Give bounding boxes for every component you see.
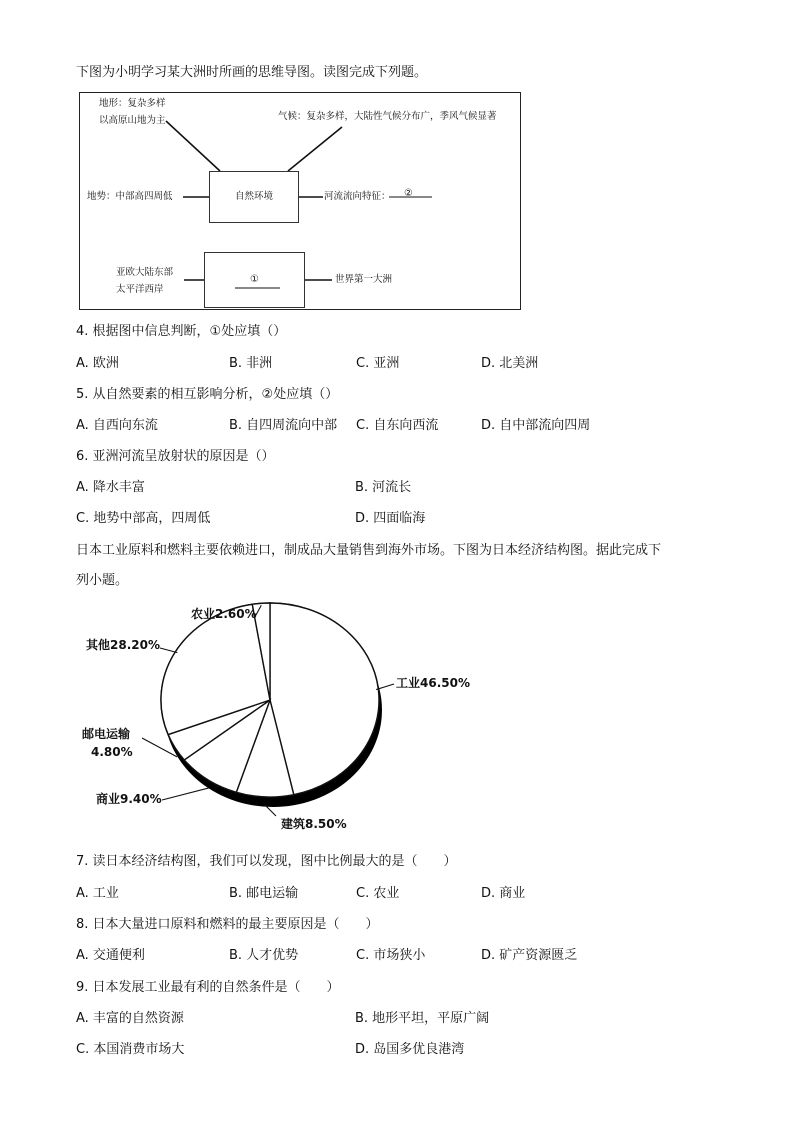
river-label: 河流流向特征：	[324, 191, 391, 202]
q9-option-a: A. 丰富的自然资源	[76, 1011, 184, 1026]
pie-label-建筑: 建筑8.50%	[281, 817, 347, 831]
question-9-stem: 9. 日本发展工业最有利的自然条件是（ ）	[76, 980, 340, 995]
mind-map	[79, 92, 521, 310]
pie-chart-svg	[76, 598, 476, 838]
terrain-label-1: 地形：复杂多样	[99, 98, 166, 109]
intro-text-2-line-2: 列小题。	[76, 573, 129, 588]
pie-label-邮电运输: 邮电运输	[82, 727, 131, 741]
river-blank-marker: ②	[404, 188, 413, 199]
pie-label-其他: 其他28.20%	[86, 638, 160, 652]
pie-label-商业: 商业9.40%	[96, 792, 162, 806]
q4-option-a: A. 欧洲	[76, 356, 119, 371]
pie-leader-line-2	[162, 788, 209, 800]
q4-option-b: B. 非洲	[229, 356, 273, 371]
q8-option-a: A. 交通便利	[76, 948, 145, 963]
center-node-label: 自然环境	[234, 191, 273, 202]
q5-option-d: D. 自中部流向四周	[481, 418, 591, 433]
q8-option-b: B. 人才优势	[229, 948, 299, 963]
relief-label: 地势：中部高四周低	[87, 191, 173, 202]
pie-label-工业: 工业46.50%	[396, 676, 470, 690]
pie-leader-line-4	[160, 648, 177, 653]
q8-option-d: D. 矿产资源匮乏	[481, 948, 578, 963]
q9-option-d: D. 岛国多优良港湾	[355, 1042, 465, 1057]
question-5-stem: 5. 从自然要素的相互影响分析，②处应填（）	[76, 387, 339, 402]
q7-option-a: A. 工业	[76, 886, 119, 901]
center-node	[209, 171, 299, 223]
question-6-stem: 6. 亚洲河流呈放射状的原因是（）	[76, 449, 275, 464]
pie-label-邮电运输-value: 4.80%	[91, 745, 133, 759]
continent-blank-marker: ①	[250, 274, 259, 285]
q6-option-a: A. 降水丰富	[76, 480, 145, 495]
q7-option-d: D. 商业	[481, 886, 526, 901]
q9-option-b: B. 地形平坦，平原广阔	[355, 1011, 490, 1026]
q4-option-c: C. 亚洲	[356, 356, 400, 371]
q5-option-a: A. 自西向东流	[76, 418, 158, 433]
q5-option-c: C. 自东向西流	[356, 418, 439, 433]
intro-text-1: 下图为小明学习某大洲时所画的思维导图。读图完成下列题。	[76, 65, 428, 80]
largest-continent-label: 世界第一大洲	[335, 274, 393, 285]
question-7-stem: 7. 读日本经济结构图，我们可以发现，图中比例最大的是（ ）	[76, 854, 457, 869]
q6-option-d: D. 四面临海	[355, 511, 426, 526]
climate-label: 气候：复杂多样，大陆性气候分布广，季风气候显著	[278, 111, 497, 122]
location-label-2: 太平洋西岸	[116, 284, 164, 295]
question-4-stem: 4. 根据图中信息判断，①处应填（）	[76, 324, 287, 339]
connector-terrain	[166, 121, 220, 171]
pie-label-农业: 农业2.60%	[191, 607, 257, 621]
japan-economy-pie-chart	[76, 598, 476, 838]
intro-text-2-line-1: 日本工业原料和燃料主要依赖进口，制成品大量销售到海外市场。下图为日本经济结构图。据此完成下	[76, 543, 662, 558]
q4-option-d: D. 北美洲	[481, 356, 539, 371]
q6-option-b: B. 河流长	[355, 480, 412, 495]
continent-node	[204, 252, 305, 308]
q7-option-b: B. 邮电运输	[229, 886, 299, 901]
question-8-stem: 8. 日本大量进口原料和燃料的最主要原因是（ ）	[76, 917, 379, 932]
connector-climate	[288, 127, 342, 171]
terrain-label-2: 以高原山地为主	[99, 115, 166, 126]
q5-option-b: B. 自四周流向中部	[229, 418, 338, 433]
location-label-1: 亚欧大陆东部	[116, 267, 174, 278]
q9-option-c: C. 本国消费市场大	[76, 1042, 185, 1057]
q6-option-c: C. 地势中部高，四周低	[76, 511, 211, 526]
pie-leader-line-0	[376, 684, 394, 690]
q7-option-c: C. 农业	[356, 886, 400, 901]
q8-option-c: C. 市场狭小	[356, 948, 426, 963]
